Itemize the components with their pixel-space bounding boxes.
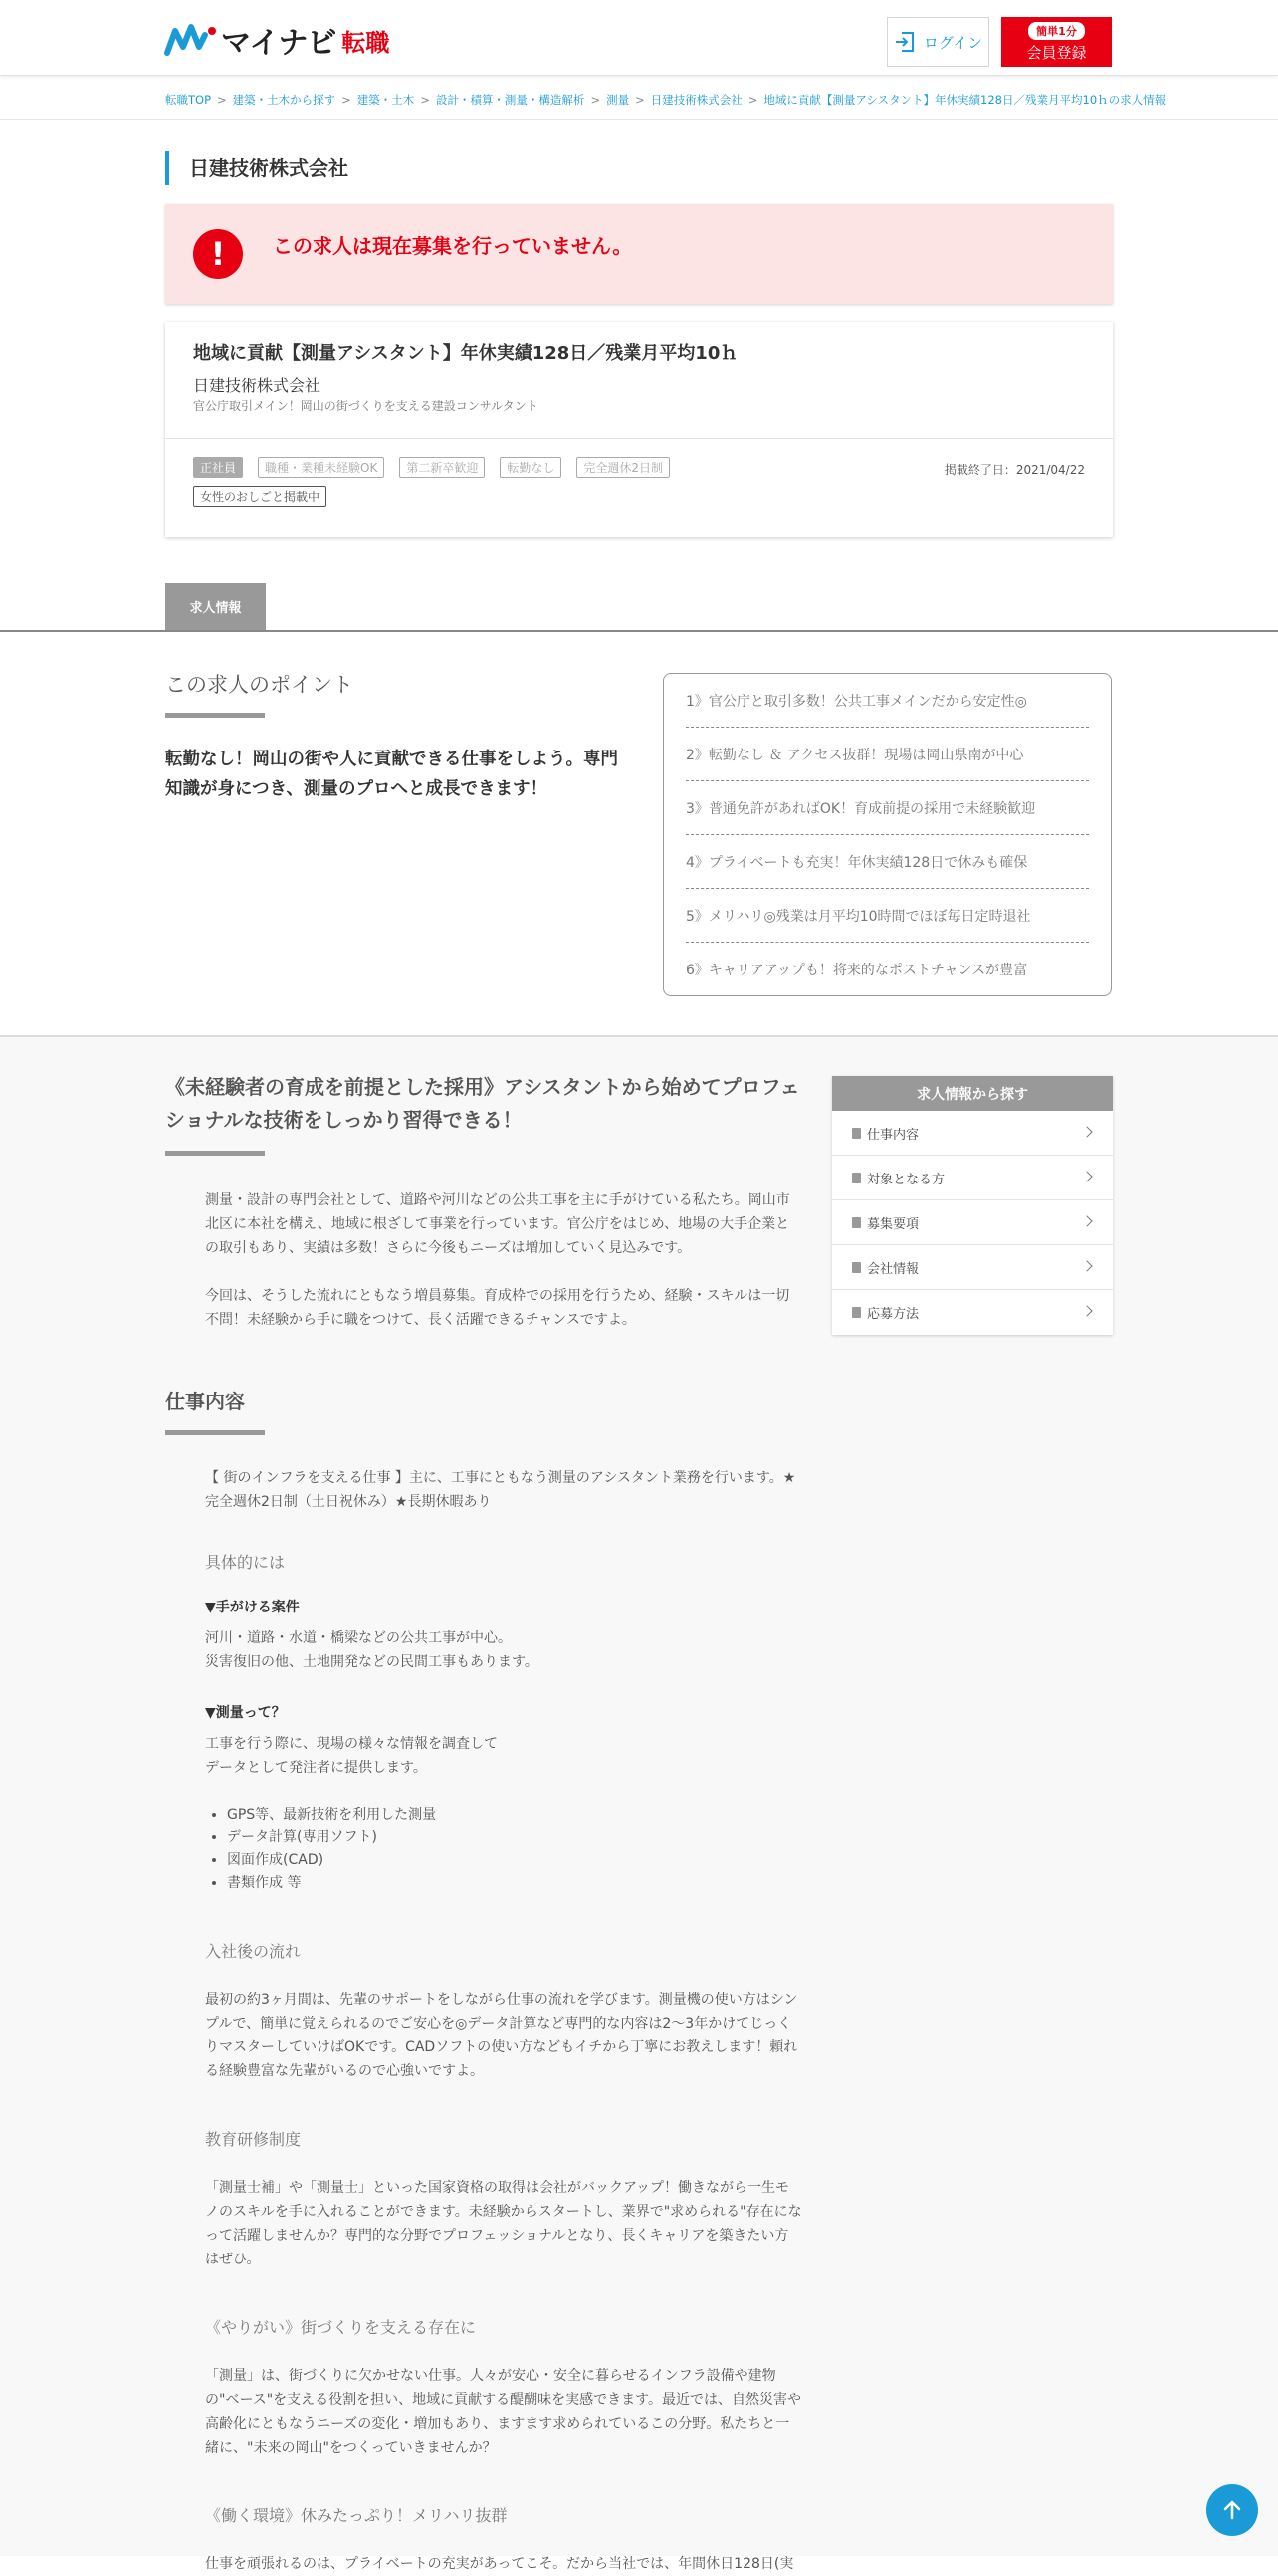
breadcrumb-item[interactable]: 測量 — [606, 93, 630, 107]
logo-text: マイナビ — [221, 26, 336, 61]
side-item-company[interactable] — [832, 1245, 1113, 1290]
intro-paragraph: 今回は、そうした流れにともなう増員募集。育成枠での採用を行うため、経験・スキルは一切不問！未経験から手に職をつけて、長く活躍できるチャンスですよ。 — [205, 1288, 790, 1328]
breadcrumb-separator: > — [217, 93, 227, 107]
tag: 第二新卒歓迎 — [399, 457, 485, 478]
tag: 職種・業種未経験OK — [258, 457, 384, 478]
work-heading: 仕事内容 — [165, 1390, 245, 1413]
breadcrumb-divider — [0, 119, 1278, 120]
job-detail-main — [165, 1071, 802, 2576]
post-end-date: 掲載終了日：2021/04/22 — [944, 463, 1085, 477]
login-label: ログイン — [923, 33, 983, 52]
list-item: • GPS等、最新技術を利用した測量 — [227, 1804, 802, 1826]
job-tags — [193, 457, 750, 507]
tag: 完全週休2日制 — [576, 457, 670, 478]
side-item-target[interactable] — [832, 1156, 1113, 1200]
cases-text: 河川・道路・水道・橋梁などの公共工事が中心。 災害復旧の他、土地開発などの民間工事もあります。 — [205, 1630, 538, 1670]
job-title: 地域に貢献【測量アシスタント】年休実績128日／残業月平均10ｈ — [193, 343, 739, 364]
document-icon — [852, 1307, 861, 1318]
breadcrumb-separator: > — [590, 93, 601, 107]
heading-underline — [165, 1430, 265, 1435]
tag: 転勤なし — [500, 457, 561, 478]
side-item-label: 対象となる方 — [867, 1172, 946, 1187]
training-heading: 教育研修制度 — [205, 2130, 302, 2149]
login-icon — [894, 31, 916, 53]
training-text: 「測量士補」や「測量士」といった国家資格の取得は会社がバックアップ！働きながら一生モノのスキルを手に入れることができます。未経験からスタートし、業界で"求められる"存在になって活躍しませんか？専門的な分野でプロフェッショナルとなり、長くキャリアを築きたい方はぜひ。 — [205, 2180, 802, 2267]
points-lead: 転勤なし！岡山の街や人に貢献できる仕事をしよう。専門知識が身につき、測量のプロへと成長できます！ — [165, 750, 618, 799]
tag-women: 女性のおしごと掲載中 — [193, 486, 326, 507]
breadcrumb-item[interactable]: 転職TOP — [165, 93, 212, 107]
mynavi-logo[interactable] — [165, 20, 389, 60]
document-icon — [852, 1173, 861, 1183]
survey-text: 工事を行う際に、現場の様々な情報を調査して データとして発注者に提供します。 — [205, 1736, 498, 1776]
chevron-right-icon — [1081, 1171, 1092, 1181]
tag-employment: 正社員 — [193, 457, 243, 478]
list-item: • 書類作成 等 — [227, 1872, 802, 1895]
points-heading: この求人のポイント — [165, 673, 353, 697]
document-icon — [852, 1128, 861, 1139]
breadcrumb-item[interactable]: 日建技術株式会社 — [650, 93, 743, 107]
point-item: 4》プライベートも充実！年休実績128日で休みも確保 — [686, 835, 1089, 889]
breadcrumb-separator: > — [747, 93, 758, 107]
points-list — [663, 673, 1112, 996]
list-item: • 図面作成(CAD) — [227, 1849, 802, 1872]
breadcrumb-separator: > — [420, 93, 430, 107]
point-item: 2》転勤なし ＆ アクセス抜群！現場は岡山県南が中心 — [686, 728, 1089, 781]
detail-heading: 具体的には — [205, 1553, 286, 1572]
intro-heading: 《未経験者の育成を前提とした採用》アシスタントから始めてプロフェショナルな技術をしっかり習得できる！ — [165, 1075, 800, 1132]
yarigai-text: 「測量」は、街づくりに欠かせない仕事。人々が安心・安全に暮らせるインフラ設備や建物の"ベース"を支える役割を担い、地域に貢献する醍醐味を実感できます。最近では、自然災害や高齢化にともなうニーズの変化・増加もあり、ますます求められているこの分野。私たちと一緒に、"未来の岡山"をつくっていきませんか？ — [205, 2368, 802, 2456]
env-heading: 《働く環境》休みたっぷり！メリハリ抜群 — [205, 2506, 508, 2525]
heading-underline — [165, 713, 265, 718]
task-list — [227, 1804, 802, 1895]
breadcrumb-item[interactable]: 建築・土木 — [356, 93, 415, 107]
exclamation-icon: ! — [193, 229, 243, 279]
breadcrumb-current[interactable]: 地域に貢献【測量アシスタント】年休実績128日／残業月平均10ｈの求人情報 — [763, 93, 1167, 107]
job-catch: 官公庁取引メイン！岡山の街づくりを支える建設コンサルタント — [193, 399, 538, 413]
logo-sub: 転職 — [341, 28, 390, 57]
heading-underline — [165, 1151, 265, 1156]
chevron-right-icon — [1081, 1126, 1092, 1137]
chevron-right-icon — [1081, 1215, 1092, 1226]
tab-underline — [0, 630, 1278, 632]
breadcrumb — [165, 92, 1167, 107]
arrow-up-icon — [1221, 2499, 1243, 2521]
alert-text: この求人は現在募集を行っていません。 — [273, 233, 633, 258]
job-company: 日建技術株式会社 — [193, 376, 321, 395]
point-item: 5》メリハリ◎残業は月平均10時間でほぼ毎日定時退社 — [686, 889, 1089, 943]
logo-mark-icon — [165, 23, 219, 57]
document-icon — [852, 1262, 861, 1273]
job-summary-card — [165, 322, 1113, 537]
side-item-apply[interactable] — [832, 1290, 1113, 1335]
closed-alert — [165, 204, 1113, 304]
point-item: 6》キャリアアップも！将来的なポストチャンスが豊富 — [686, 963, 1028, 978]
company-title: 日建技術株式会社 — [165, 151, 348, 185]
tab-job-info[interactable]: 求人情報 — [165, 583, 266, 630]
side-menu-title: 求人情報から探す — [832, 1076, 1113, 1111]
breadcrumb-item[interactable]: 建築・土木から探す — [232, 93, 336, 107]
point-item: 1》官公庁と取引多数！公共工事メインだから安定性◎ — [686, 674, 1089, 728]
side-menu — [832, 1076, 1113, 1335]
side-item-work[interactable] — [832, 1111, 1113, 1156]
page-top-button[interactable] — [1206, 2484, 1258, 2536]
list-item: • データ計算(専用ソフト) — [227, 1826, 802, 1849]
side-item-label: 応募方法 — [867, 1307, 920, 1322]
register-badge: 簡単1分 — [1028, 22, 1085, 40]
env-text: 仕事を頑張れるのは、プライベートの充実があってこそ。だから当社では、年間休日128日(実 — [205, 2556, 794, 2572]
survey-label: ▼測量って？ — [205, 1705, 286, 1721]
chevron-right-icon — [1081, 1260, 1092, 1271]
side-item-label: 会社情報 — [867, 1261, 920, 1277]
login-button[interactable] — [887, 17, 989, 67]
side-item-label: 仕事内容 — [867, 1127, 920, 1143]
job-card-header — [165, 322, 1113, 439]
register-button[interactable] — [1001, 17, 1112, 67]
document-icon — [852, 1217, 861, 1228]
breadcrumb-item[interactable]: 設計・積算・測量・構造解析 — [435, 93, 585, 107]
yarigai-heading: 《やりがい》街づくりを支える存在に — [205, 2318, 477, 2337]
point-item: 3》普通免許があればOK！育成前提の採用で未経験歓迎 — [686, 781, 1089, 835]
side-item-label: 募集要項 — [867, 1216, 920, 1232]
side-item-requirements[interactable] — [832, 1200, 1113, 1245]
site-header — [0, 0, 1278, 76]
intro-paragraph: 測量・設計の専門会社として、道路や河川などの公共工事を主に手がけている私たち。岡山市北区に本社を構え、地域に根ざして事業を行っています。官公庁をはじめ、地場の大手企業との取引もあり、実績は多数！さらに今後もニーズは増加していく見込みです。 — [205, 1192, 790, 1256]
register-label: 会員登録 — [1026, 43, 1087, 62]
cases-label: ▼手がける案件 — [205, 1600, 300, 1615]
work-summary: 【 街のインフラを支える仕事 】主に、工事にともなう測量のアシスタント業務を行います。★完全週休2日制（土日祝休み）★長期休暇あり — [205, 1470, 796, 1510]
breadcrumb-separator: > — [635, 93, 645, 107]
chevron-right-icon — [1081, 1305, 1092, 1316]
flow-heading: 入社後の流れ — [205, 1942, 302, 1961]
breadcrumb-separator: > — [341, 93, 351, 107]
flow-text: 最初の約3ヶ月間は、先輩のサポートをしながら仕事の流れを学びます。測量機の使い方はシンプルで、簡単に覚えられるのでご安心を◎データ計算など専門的な内容は2～3年かけてじっくりマスターしていけばOKです。CADソフトの使い方などもイチから丁寧にお教えします！頼れる経験豊富な先輩がいるので心強いですよ。 — [205, 1992, 798, 2079]
